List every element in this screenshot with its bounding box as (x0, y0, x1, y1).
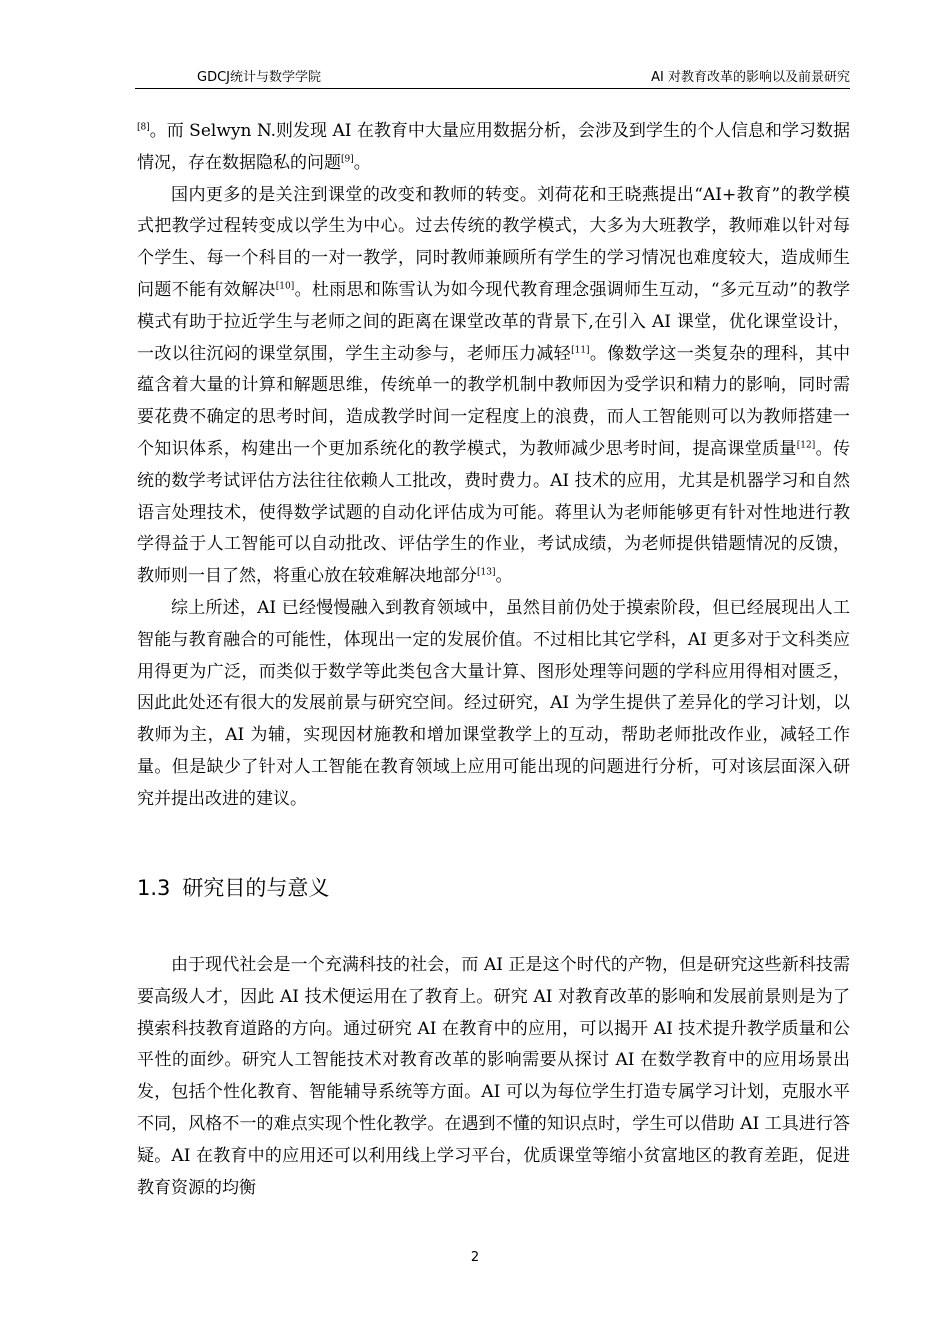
page-number: 2 (470, 1250, 480, 1265)
header-title: AI 对教育改革的影响以及前景研究 (651, 70, 850, 85)
citation-ref: [11] (571, 344, 590, 355)
section-title: 研究目的与意义 (182, 876, 330, 900)
citation-ref: [13] (477, 567, 496, 578)
paragraph-text: 。 (495, 566, 513, 587)
paragraph-text: 。像数学这一类复杂的理科，其中蕴含着大量的计算和解题思维，传统单一的教学机制中教师因为受学识和精力的影响，同时需要花费不确定的思考时间，造成教学时间一定程度上的浪费，而人工智能则可以为教师搭建一个知识体系，构建出一个更加系统化的教学模式，为教师减少思考时间，提高课堂质量 (137, 343, 851, 459)
running-header (135, 66, 850, 88)
section-number: 1.3 (137, 876, 171, 900)
body-text (137, 116, 850, 816)
paragraph-text: 国内更多的是关注到课堂的改变和教师的转变。刘荷花和王晓燕提出“AI+教育”的教学模式把教学过程转变成以学生为中心。过去传统的教学模式，大多为大班教学，教师难以针对每个学生、每一个科目的一对一教学，同时教师兼顾所有学生的学习情况也难度较大，造成师生问题不能有效解决 (137, 184, 850, 300)
citation-ref: [8] (137, 122, 150, 133)
paragraph (137, 116, 850, 180)
section-heading (137, 872, 329, 902)
header-school: GDCJ统计与数学学院 (197, 70, 321, 85)
paragraph-text: 。传统的数学考试评估方法往往依赖人工批改，费时费力。AI 技术的应用，尤其是机器学习和自然语言处理技术，使得数学试题的自动化评估成为可能。蒋里认为老师能够更有针对性地进行教学得益于人工智能可以自动批改、评估学生的作业，考试成绩，为老师提供错题情况的反馈，教师则一目了然，将重心放在较难解决地部分 (137, 438, 851, 587)
paragraph-text: 。杜雨思和陈雪认为如今现代教育理念强调师生互动，“多元互动”的教学模式有助于拉近学生与老师之间的距离在课堂改革的背景下,在引入 AI 课堂，优化课堂设计，一改以往沉闷的课堂氛围，学生主动参与，老师压力减轻 (137, 279, 850, 364)
section-body-text (137, 950, 850, 1204)
citation-ref: [12] (796, 440, 816, 451)
header-rule (135, 88, 850, 89)
paragraph-text: 。而 Selwyn N.则发现 AI 在教育中大量应用数据分析，会涉及到学生的个人信息和学习数据情况，存在数据隐私的问题 (137, 121, 850, 173)
paragraph-text: 由于现代社会是一个充满科技的社会，而 AI 正是这个时代的产物，但是研究这些新科技需要高级人才，因此 AI 技术便运用在了教育上。研究 AI 对教育改革的影响和发展前景则是为了摸索科技教育道路的方向。通过研究 AI 在教育中的应用，可以揭开 AI 技术提升教学质量和公平性的面纱。研究人工智能技术对教育改革的影响需要从探讨 AI 在数学教育中的应用场景出发，包括个性化教育、智能辅导系统等方面。AI 可以为每位学生打造专属学习计划，克服水平不同，风格不一的难点实现个性化教学。在遇到不懂的知识点时，学生可以借助 AI 工具进行答疑。AI 在教育中的应用还可以利用线上学习平台，优质课堂等缩小贫富地区的教育差距，促进教育资源的均衡 (137, 955, 850, 1198)
paragraph-text: 。 (353, 152, 371, 173)
citation-ref: [10] (275, 281, 295, 292)
paragraph-text: 综上所述，AI 已经慢慢融入到教育领域中，虽然目前仍处于摸索阶段，但已经展现出人工智能与教育融合的可能性，体现出一定的发展价值。不过相比其它学科，AI 更多对于文科类应用得更为广泛，而类似于数学等此类包含大量计算、图形处理等问题的学科应用得相对匮乏，因此此处还有很大的发展前景与研究空间。经过研究，AI 为学生提供了差异化的学习计划，以教师为主，AI 为辅，实现因材施教和增加课堂教学上的互动，帮助老师批改作业，减轻工作量。但是缺少了针对人工智能在教育领域上应用可能出现的问题进行分析，可对该层面深入研究并提出改进的建议。 (137, 597, 850, 809)
paragraph (137, 180, 850, 593)
citation-ref: [9] (341, 154, 354, 165)
paragraph (137, 593, 850, 816)
paragraph (137, 950, 850, 1204)
